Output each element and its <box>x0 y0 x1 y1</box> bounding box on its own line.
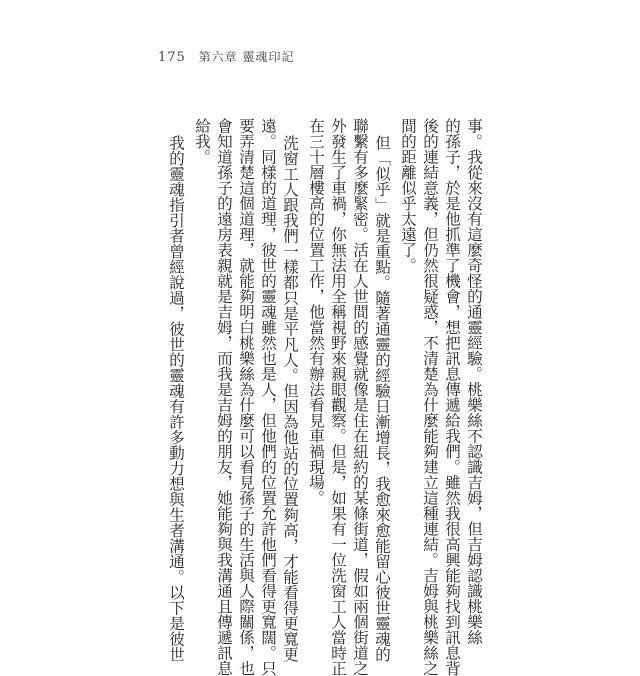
text-column: 在三十層樓高的位置工作，他當然有辦法看見車禍現場。 <box>307 118 325 506</box>
text-column: 聯繫有多麼緊密。活在人世間的感覺就像是住在紐約的某條街道，假如兩個街道之 <box>351 118 369 676</box>
text-column: 會知道孫子的遠房表親就是吉姆，而我是吉姆的朋友，她能夠與我溝通且傳遞訊息 <box>215 118 233 676</box>
paragraph-start-column: 我的靈魂指引者曾經說過，彼世的靈魂有許多動力想與生者溝通。以下是彼世 <box>167 135 185 662</box>
text-column: 事。我從來沒有這麼奇怪的通靈經驗。桃樂絲不認識吉姆，但吉姆認識桃樂絲 <box>465 118 483 645</box>
text-column: 的孫子，於是他抓準了機會，想把訊息傳遞給我們。雖然我很高興能夠找到訊息背 <box>443 118 461 676</box>
chapter-title: 靈魂印記 <box>242 50 295 64</box>
text-column: 要弄清楚這個道理，就能夠明白桃樂絲為什麼可以看見孫子的生活與人際關係，也 <box>237 118 255 676</box>
text-column: 外發生了車禍，你無法用全稱視野來親眼觀察。但是，如果有一位洗窗工人當時正 <box>329 118 347 676</box>
running-head <box>158 48 295 65</box>
text-column: 遠。同樣的道理，彼世的靈魂雖然也是人，但他們的位置允許他們看得更寬闊。只 <box>259 118 277 676</box>
page-number: 175 <box>158 50 186 65</box>
text-column: 後的連結意義，但仍然很疑惑，不清楚為什麼能夠建立這種連結。吉姆與桃樂絲之 <box>421 118 439 676</box>
text-column: 間的距離似乎太遠了。 <box>399 118 417 273</box>
chapter-label: 第六章 <box>198 50 238 64</box>
text-column: 給我。 <box>193 118 211 165</box>
paragraph-start-column: 但「似乎」就是重點。隨著通靈的經驗日漸增長，我愈來愈能留心彼世靈魂的 <box>373 135 391 662</box>
paragraph-start-column: 洗窗工人跟我們一樣都只是平凡人。但因為他站的位置夠高，才能看得更寬更 <box>281 135 299 662</box>
vertical-text-block <box>160 118 483 676</box>
